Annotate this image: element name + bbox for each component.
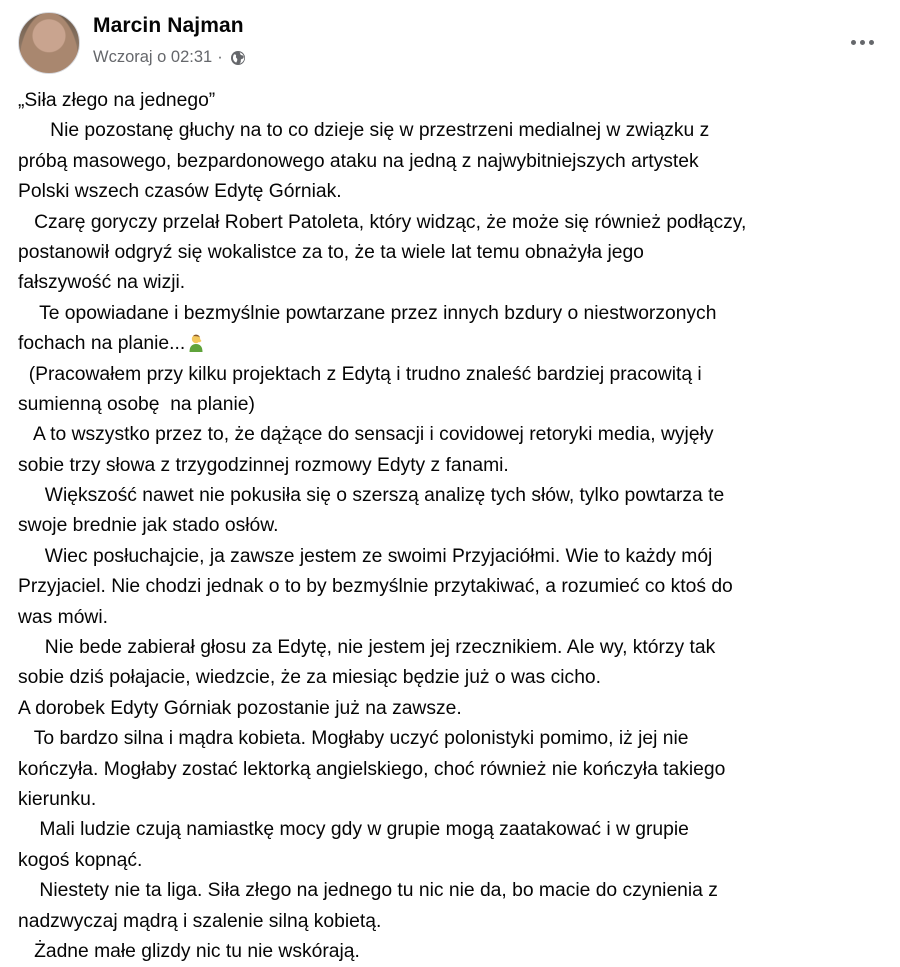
facepalming-person-emoji [187,333,205,353]
author-name[interactable]: Marcin Najman [93,14,244,37]
post-text-line: Wiec posłuchajcie, ja zawsze jestem ze swoimi Przyjaciółmi. Wie to każdy mój [18,545,713,567]
post-meta [93,48,246,67]
post-text-line: „Siła złego na jednego” [18,90,216,111]
more-dot [860,40,865,45]
post-text-line: Przyjaciel. Nie chodzi jednak o to by bezmyślnie przytakiwać, a rozumieć co ktoś do [18,576,733,598]
post-text-line: Większość nawet nie pokusiła się o szerszą analizę tych słów, tylko powtarza te [18,485,725,507]
post-text-line: próbą masowego, bezpardonowego ataku na jedną z najwybitniejszych artystek [18,150,699,172]
avatar[interactable] [18,12,80,74]
meta-separator: · [217,48,223,66]
post-text-line: kogoś kopnąć. [18,849,143,871]
post-text-line: kierunku. [18,788,97,810]
more-dot [869,40,874,45]
post-text-line: sumienną osobę na planie) [18,393,255,415]
post-timestamp[interactable]: Wczoraj o 02:31 [93,48,213,66]
more-dot [851,40,856,45]
post-text-line: A dorobek Edyty Górniak pozostanie już na zawsze. [18,697,462,719]
post-text-line: Mali ludzie czują namiastkę mocy gdy w grupie mogą zaatakować i w grupie [18,819,689,841]
post-text-line: Nie pozostanę głuchy na to co dzieje się w przestrzeni medialnej w związku z [18,120,710,142]
post-text-line: Polski wszech czasów Edytę Górniak. [18,181,342,203]
more-options-icon[interactable] [844,30,880,54]
post-header [18,12,882,74]
post-text-line: nadzwyczaj mądrą i szalenie silną kobietą. [18,910,382,932]
post-text-line: Niestety nie ta liga. Siła złego na jednego tu nic nie da, bo macie do czynienia z [18,880,718,902]
globe-icon[interactable] [230,50,246,66]
post-text-line: Czarę goryczy przelał Robert Patoleta, który widząc, że może się również podłączy, [18,211,747,233]
post-text-line: Żadne małe glizdy nic tu nie wskórają. [18,940,360,962]
post-text-line: sobie trzy słowa z trzygodzinnej rozmowy Edyty z fanami. [18,454,509,476]
post-text [18,86,884,967]
post-text-line-with-emoji [18,329,884,359]
post-text-line: was mówi. [18,606,108,628]
post-text-line: fałszywość na wizji. [18,272,186,294]
post-text-line: A to wszystko przez to, że dążące do sensacji i covidowej retoryki media, wyjęły [18,424,714,446]
post-text-line: To bardzo silna i mądra kobieta. Mogłaby uczyć polonistyki pomimo, iż jej nie [18,728,689,750]
post-text-line: swoje brednie jak stado osłów. [18,515,279,537]
post-text-line: Te opowiadane i bezmyślnie powtarzane przez innych bzdury o niestworzonych [18,302,717,324]
post-text-line: fochach na planie... [18,333,186,355]
post-text-line: sobie dziś połajacie, wiedzcie, że za miesiąc będzie już o was cicho. [18,667,602,689]
post-text-line: (Pracowałem przy kilku projektach z Edytą i trudno znaleść bardziej pracowitą i [18,363,702,385]
post-text-line: postanowił odgryź się wokalistce za to, że ta wiele lat temu obnażyła jego [18,241,644,263]
post-text-line: kończyła. Mogłaby zostać lektorką angielskiego, choć również nie kończyła takiego [18,758,726,780]
post-text-line: Nie bede zabierał głosu za Edytę, nie jestem jej rzecznikiem. Ale wy, którzy tak [18,637,716,659]
